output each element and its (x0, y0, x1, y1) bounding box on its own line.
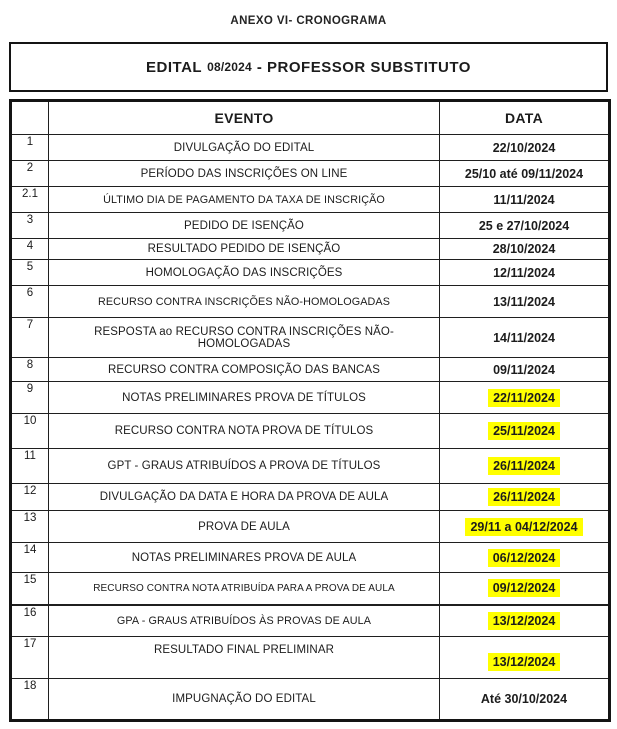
date-cell (440, 484, 610, 511)
event-cell: PERÍODO DAS INSCRIÇÕES ON LINE (49, 161, 440, 187)
event-cell: DIVULGAÇÃO DA DATA E HORA DA PROVA DE AULA (49, 484, 440, 511)
cronograma-table (9, 99, 611, 722)
row-number-cell: 7 (11, 318, 49, 358)
column-header-number (11, 101, 49, 135)
date-value: 28/10/2024 (492, 242, 556, 256)
row-number-cell: 1 (11, 135, 49, 161)
date-value-highlighted: 29/11 a 04/12/2024 (465, 518, 582, 536)
date-value: 12/11/2024 (493, 265, 555, 280)
date-cell (440, 679, 610, 721)
event-cell: HOMOLOGAÇÃO DAS INSCRIÇÕES (49, 260, 440, 286)
date-value-highlighted: 22/11/2024 (488, 389, 560, 407)
event-cell: PROVA DE AULA (49, 511, 440, 543)
event-cell: NOTAS PRELIMINARES PROVA DE AULA (49, 543, 440, 573)
edital-header (9, 42, 608, 92)
event-cell: RECURSO CONTRA COMPOSIÇÃO DAS BANCAS (49, 358, 440, 382)
table-row (11, 318, 610, 358)
row-number-cell: 2 (11, 161, 49, 187)
event-cell: PEDIDO DE ISENÇÃO (49, 213, 440, 239)
date-cell (440, 382, 610, 414)
table-row (11, 605, 610, 637)
date-cell (440, 605, 610, 637)
table-row (11, 414, 610, 449)
date-value: 25/10 até 09/11/2024 (464, 166, 584, 181)
date-cell (440, 286, 610, 318)
table-row (11, 543, 610, 573)
edital-label: EDITAL (146, 58, 203, 76)
table-row (11, 637, 610, 679)
row-number-cell: 9 (11, 382, 49, 414)
date-cell (440, 573, 610, 605)
date-cell (440, 187, 610, 213)
table-row (11, 286, 610, 318)
date-value: 25 e 27/10/2024 (478, 218, 570, 233)
table-row (11, 449, 610, 484)
date-value: 11/11/2024 (493, 192, 555, 207)
table-row (11, 511, 610, 543)
table-row (11, 239, 610, 260)
row-number-cell: 8 (11, 358, 49, 382)
date-cell (440, 213, 610, 239)
date-value-highlighted: 26/11/2024 (488, 488, 560, 506)
date-value: 22/10/2024 (492, 140, 556, 155)
row-number-cell: 13 (11, 511, 49, 543)
edital-subtitle: - PROFESSOR SUBSTITUTO (256, 58, 471, 76)
date-cell (440, 543, 610, 573)
row-number-cell: 5 (11, 260, 49, 286)
date-cell (440, 511, 610, 543)
date-cell (440, 135, 610, 161)
event-cell: ÚLTIMO DIA DE PAGAMENTO DA TAXA DE INSCRIÇÃO (49, 187, 440, 213)
table-row (11, 213, 610, 239)
date-value-highlighted: 26/11/2024 (488, 457, 560, 475)
date-cell (440, 358, 610, 382)
row-number-cell: 16 (11, 605, 49, 637)
date-value: 14/11/2024 (493, 330, 555, 345)
row-number-cell: 3 (11, 213, 49, 239)
row-number-cell: 15 (11, 573, 49, 605)
event-cell: RECURSO CONTRA INSCRIÇÕES NÃO-HOMOLOGADAS (49, 286, 440, 318)
event-cell: RECURSO CONTRA NOTA ATRIBUÍDA PARA A PROVA DE AULA (49, 573, 440, 605)
date-value: 09/11/2024 (493, 362, 555, 377)
column-header-evento: EVENTO (49, 101, 440, 135)
date-value: 13/11/2024 (493, 294, 555, 309)
date-cell (440, 637, 610, 679)
row-number-cell: 14 (11, 543, 49, 573)
page-title: ANEXO VI- CRONOGRAMA (230, 15, 387, 27)
table-row (11, 382, 610, 414)
row-number-cell: 18 (11, 679, 49, 721)
event-cell: RESULTADO PEDIDO DE ISENÇÃO (49, 239, 440, 260)
column-header-data: DATA (440, 101, 610, 135)
date-value-highlighted: 06/12/2024 (488, 549, 561, 567)
table-row (11, 358, 610, 382)
date-value: Até 30/10/2024 (480, 692, 568, 706)
date-cell (440, 239, 610, 260)
row-number-cell: 12 (11, 484, 49, 511)
event-cell: GPT - GRAUS ATRIBUÍDOS A PROVA DE TÍTULOS (49, 449, 440, 484)
row-number-cell: 17 (11, 637, 49, 679)
event-cell: RECURSO CONTRA NOTA PROVA DE TÍTULOS (49, 414, 440, 449)
row-number-cell: 6 (11, 286, 49, 318)
table-row (11, 573, 610, 605)
event-cell: RESULTADO FINAL PRELIMINAR (49, 637, 440, 679)
table-header-row (11, 101, 610, 135)
date-cell (440, 260, 610, 286)
date-value-highlighted: 25/11/2024 (488, 422, 560, 440)
table-row (11, 260, 610, 286)
row-number-cell: 11 (11, 449, 49, 484)
event-cell: RESPOSTA ao RECURSO CONTRA INSCRIÇÕES NÃO-HOMOLOGADAS (49, 318, 440, 358)
row-number-cell: 2.1 (11, 187, 49, 213)
table-row (11, 161, 610, 187)
event-cell: DIVULGAÇÃO DO EDITAL (49, 135, 440, 161)
date-value-highlighted: 09/12/2024 (488, 579, 561, 597)
table-body (11, 135, 610, 721)
table-row (11, 484, 610, 511)
table-row (11, 187, 610, 213)
date-value-highlighted: 13/12/2024 (488, 612, 561, 630)
date-cell (440, 318, 610, 358)
date-value-highlighted: 13/12/2024 (488, 653, 561, 671)
date-cell (440, 161, 610, 187)
table-row (11, 679, 610, 721)
row-number-cell: 10 (11, 414, 49, 449)
event-cell: IMPUGNAÇÃO DO EDITAL (49, 679, 440, 721)
event-cell: NOTAS PRELIMINARES PROVA DE TÍTULOS (49, 382, 440, 414)
date-cell (440, 414, 610, 449)
date-cell (440, 449, 610, 484)
event-cell: GPA - GRAUS ATRIBUÍDOS ÀS PROVAS DE AULA (49, 605, 440, 637)
row-number-cell: 4 (11, 239, 49, 260)
table-row (11, 135, 610, 161)
edital-number: 08/2024 (207, 60, 252, 74)
